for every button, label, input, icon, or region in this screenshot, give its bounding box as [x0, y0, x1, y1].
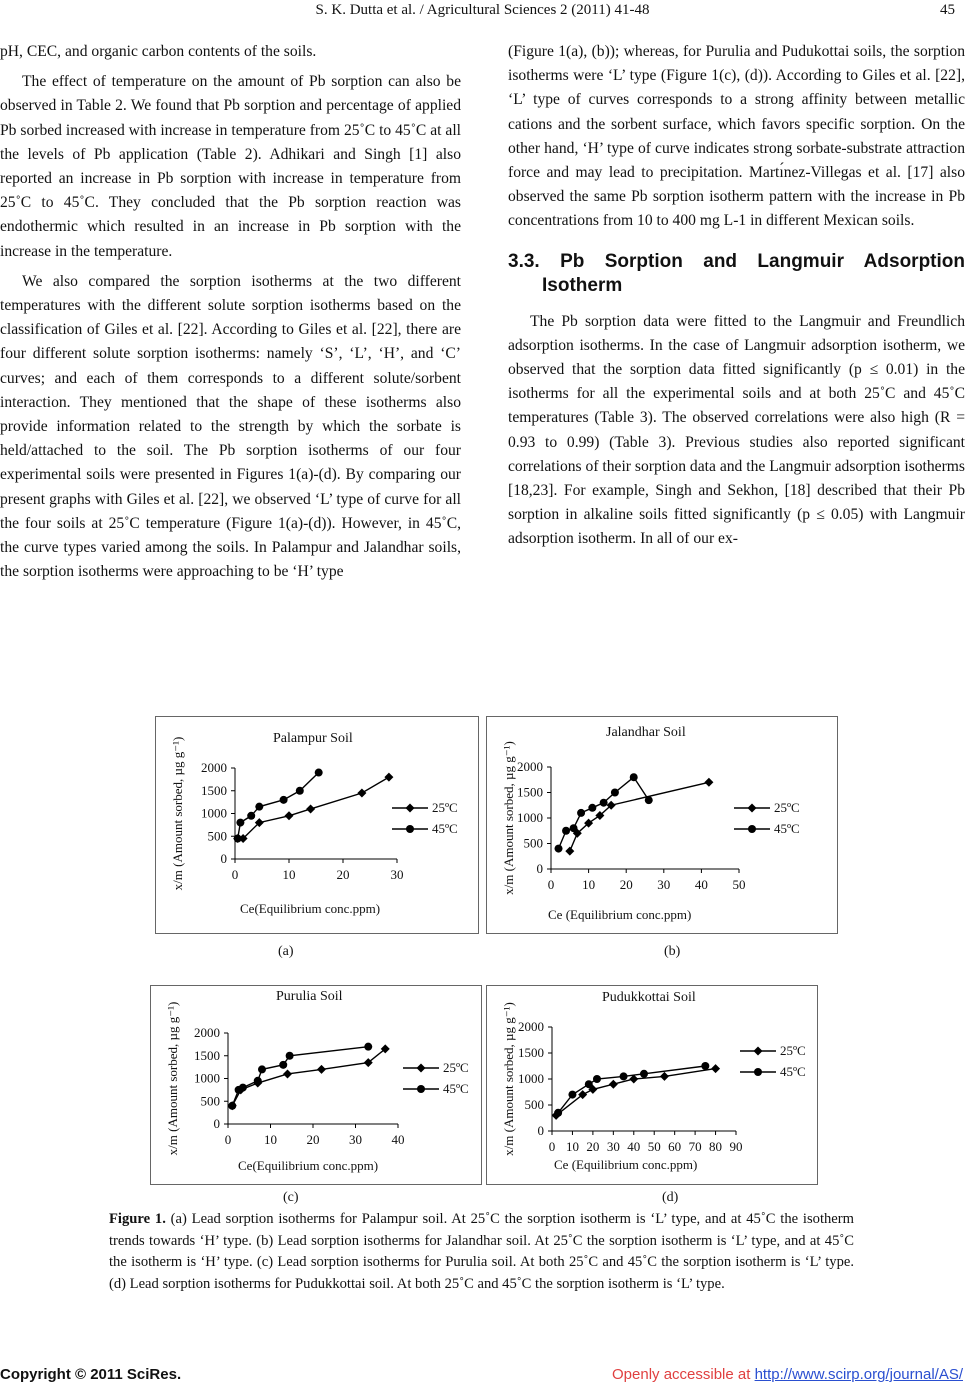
x-tick-label: 50 — [732, 877, 746, 892]
caption-label: Figure 1. — [109, 1211, 166, 1227]
y-tick-label: 500 — [523, 835, 543, 851]
running-title: S. K. Dutta et al. / Agricultural Sciences 2 (2011) 41-48 — [315, 2, 650, 18]
data-point — [554, 1109, 562, 1117]
data-point — [228, 1102, 236, 1110]
y-tick-label: 1000 — [201, 805, 227, 821]
data-point — [315, 769, 323, 777]
x-tick-label: 40 — [627, 1139, 641, 1154]
x-tick-label: 80 — [709, 1139, 723, 1154]
data-point — [611, 789, 619, 797]
data-point — [286, 1052, 294, 1060]
y-tick-label: 1000 — [518, 1071, 544, 1086]
x-tick-label: 70 — [688, 1139, 702, 1154]
x-tick-label: 20 — [336, 867, 350, 882]
y-tick-label: 500 — [524, 1097, 544, 1112]
right-paragraph-2: The Pb sorption data were fitted to the Langmuir and Freundlich adsorption isotherms. In the case of Langmuir adsorption isotherm, we observed that the sorption data fitted significantly (p ≤ 0.01) in the isotherms for all the experimental soils and at both 25˚C and 45˚C temperatures (Table 3). The observed correlations were also high (R = 0.93 to 0.99) (Table 3). Previous studies also reported significant correlations of their sorption data and the Langmuir adsorption isotherms [18,23]. For example, Singh and Sekhon, [18] described that their Pb sorption in alkaline soils fitted significantly (p ≤ 0.05) with Langmuir adsorption isotherm. In all of our ex- — [508, 312, 965, 548]
x-tick-label: 0 — [547, 877, 555, 892]
data-point — [555, 845, 563, 853]
y-tick-label: 1000 — [194, 1070, 220, 1086]
x-tick-label: 10 — [282, 867, 296, 882]
chart-svg — [486, 985, 818, 1185]
x-tick-label: 10 — [582, 877, 596, 892]
y-tick-label: 2000 — [517, 759, 543, 774]
x-tick-label: 30 — [390, 867, 404, 882]
data-point — [600, 799, 608, 807]
chart-palampur — [155, 716, 479, 934]
chart-title: Jalandhar Soil — [606, 725, 686, 740]
panel-label-a: (a) — [278, 944, 294, 959]
x-tick-label: 40 — [391, 1132, 405, 1147]
data-point — [570, 824, 578, 832]
left-paragraph-2: The effect of temperature on the amount of Pb sorption can also be observed in Table 2. We found that Pb sorption and percentage of applied Pb sorbed increased with increase in temperature from 25˚C to 45˚C at all the levels of Pb application (Table 2). Adhikari and Singh [1] also reported an increase in Pb sorption with increase in temperature from 25˚C to 45˚C. They concluded that the Pb sorption reaction was endothermic which resulted in an increase in Pb sorption with the increase in the temperature. — [0, 73, 461, 260]
data-point — [562, 827, 570, 835]
y-tick-label: 0 — [213, 1116, 220, 1131]
legend-label: 45ºC — [774, 821, 800, 836]
x-tick-label: 20 — [619, 877, 633, 892]
chart-pudukkottai — [486, 985, 818, 1185]
data-point — [254, 1077, 262, 1085]
y-tick-label: 0 — [220, 851, 227, 866]
legend-label: 45ºC — [780, 1064, 806, 1079]
y-tick-label: 0 — [537, 1123, 544, 1138]
data-point — [588, 804, 596, 812]
data-point — [620, 1072, 628, 1080]
y-tick-label: 500 — [207, 828, 227, 844]
chart-title: Pudukkottai Soil — [602, 990, 696, 1005]
data-point — [239, 1084, 247, 1092]
open-access-text: Openly accessible at — [612, 1366, 755, 1383]
y-tick-label: 1500 — [201, 782, 227, 798]
chart-title: Palampur Soil — [273, 731, 353, 746]
y-axis-label: x/m (Amount sorbed, µg g⁻¹) — [501, 1002, 516, 1156]
y-tick-label: 0 — [536, 861, 543, 876]
x-axis-label: Ce(Equilibrium conc.ppm) — [240, 901, 381, 916]
y-axis-label: x/m (Amount sorbed, µg g⁻¹) — [170, 736, 185, 891]
x-tick-label: 0 — [548, 1139, 556, 1154]
page-number: 45 — [940, 2, 955, 18]
data-point — [640, 1070, 648, 1078]
right-column — [508, 40, 965, 552]
y-tick-label: 1500 — [518, 1045, 544, 1060]
x-tick-label: 40 — [694, 877, 708, 892]
x-tick-label: 50 — [647, 1139, 661, 1154]
left-paragraph-3: We also compared the sorption isotherms at the two different temperatures with the different solute sorption isotherms based on the classification of Giles et al. [22]. According to Giles et al. [22], there are four different solute sorption isotherms: namely ‘S’, ‘L’, ‘H’, and ‘C’ curves; and each of them corresponds to a different solute/sorbent interaction. They mentioned that the shape of these isotherms also provide information related to the strength by which the sorbate is held/attached to the soil. The Pb sorption isotherms of our four experimental soils were presented in Figures 1(a)-(d). By comparing our present graphs with Giles et al. [22], we observed ‘L’ type of curve for all the four soils at 25˚C temperature (Figure 1(a)-(d)). However, in 45˚C, the curve types varied among the soils. In Palampur and Jalandhar soils, the sorption isotherms were approaching to be ‘H’ type — [0, 272, 461, 581]
y-tick-label: 500 — [200, 1093, 220, 1109]
x-tick-label: 10 — [565, 1139, 579, 1154]
x-tick-label: 0 — [231, 867, 239, 882]
data-point — [364, 1043, 372, 1051]
copyright: Copyright © 2011 SciRes. — [0, 1366, 182, 1383]
legend-marker — [754, 1068, 762, 1076]
legend-label: 25ºC — [432, 800, 458, 815]
x-tick-label: 30 — [657, 877, 671, 892]
legend-label: 25ºC — [774, 800, 800, 815]
data-point — [630, 773, 638, 781]
page-footer — [0, 1364, 965, 1388]
open-access — [612, 1366, 963, 1383]
chart-title: Purulia Soil — [276, 989, 343, 1004]
data-point — [279, 1061, 287, 1069]
chart-svg — [155, 716, 479, 934]
chart-svg — [150, 985, 482, 1185]
legend-label: 25ºC — [443, 1060, 469, 1075]
chart-svg — [486, 716, 838, 934]
chart-purulia — [150, 985, 482, 1185]
y-axis-label: x/m (Amount sorbed, µg g⁻¹) — [165, 1001, 180, 1156]
legend-marker — [417, 1085, 425, 1093]
panel-label-d: (d) — [662, 1190, 679, 1205]
x-tick-label: 30 — [349, 1132, 362, 1147]
figure-caption — [109, 1209, 854, 1295]
x-axis-label: Ce (Equilibrium conc.ppm) — [548, 907, 692, 922]
y-tick-label: 1500 — [517, 784, 543, 800]
panel-label-b: (b) — [664, 944, 681, 959]
journal-link[interactable]: http://www.scirp.org/journal/AS/ — [754, 1366, 963, 1383]
x-tick-label: 0 — [224, 1132, 232, 1147]
x-axis-label: Ce (Equilibrium conc.ppm) — [554, 1157, 698, 1172]
chart-jalandhar — [486, 716, 838, 934]
y-tick-label: 2000 — [518, 1019, 544, 1034]
legend-label: 45ºC — [432, 821, 458, 836]
right-paragraph-1: (Figure 1(a), (b)); whereas, for Purulia and Pudukottai soils, the sorption isotherms were ‘L’ type (Figure 1(c), (d)). According to Giles et al. [22], ‘L’ type of curves corresponds to a strong affinity between metallic cations and the sorbent surface, which favors specific sorption. On the other hand, ‘H’ type of curve indicates strong sorbate-substrate attraction force and may lead to precipitation. Martı́nez-Villegas et al. [17] also observed the same Pb sorption isotherm pattern with the increase in Pb concentrations from 10 to 400 mg L-1 in different Mexican soils. — [508, 43, 965, 230]
data-point — [577, 809, 585, 817]
y-tick-label: 2000 — [194, 1025, 220, 1040]
legend-label: 45ºC — [443, 1081, 469, 1096]
x-axis-label: Ce(Equilibrium conc.ppm) — [238, 1158, 379, 1173]
y-axis-label: x/m (Amount sorbed, µg g⁻¹) — [501, 741, 516, 895]
data-point — [585, 1080, 593, 1088]
data-point — [234, 835, 242, 843]
data-point — [258, 1065, 266, 1073]
legend-marker — [406, 825, 414, 833]
data-point — [255, 803, 263, 811]
panel-label-c: (c) — [283, 1190, 299, 1205]
y-tick-label: 2000 — [201, 760, 227, 775]
data-point — [568, 1091, 576, 1099]
left-paragraph-1: pH, CEC, and organic carbon contents of the soils. — [0, 43, 317, 60]
data-point — [296, 787, 304, 795]
caption-text: (a) Lead sorption isotherms for Palampur soil. At 25˚C the sorption isotherm is ‘L’ type, and at 45˚C the isotherm trends towards ‘H’ type. (b) Lead sorption isotherms for Jalandhar soil. At 25˚C the sorption isotherm is ‘L’ type, and at 45˚C the isotherm is ‘H’ type. (c) Lead sorption isotherms for Purulia soil. At both 25˚C and 45˚C the sorption isotherm is ‘L’ type. (d) Lead sorption isotherms for Pudukkottai soil. At both 25˚C and 45˚C the sorption isotherm is ‘L’ type. — [109, 1211, 854, 1292]
data-point — [247, 812, 255, 820]
y-tick-label: 1000 — [517, 810, 543, 825]
running-header — [0, 0, 965, 26]
x-tick-label: 90 — [729, 1139, 743, 1154]
y-tick-label: 1500 — [194, 1047, 220, 1063]
legend-label: 25ºC — [780, 1043, 806, 1058]
left-column — [0, 40, 461, 584]
x-tick-label: 20 — [586, 1139, 600, 1154]
data-point — [645, 796, 653, 804]
data-point — [701, 1062, 709, 1070]
data-point — [593, 1075, 601, 1083]
x-tick-label: 20 — [306, 1132, 320, 1147]
section-heading: 3.3. Pb Sorption and Langmuir Adsorption Isotherm — [508, 250, 965, 296]
legend-marker — [748, 825, 756, 833]
x-tick-label: 60 — [668, 1139, 682, 1154]
x-tick-label: 10 — [264, 1132, 277, 1147]
data-point — [280, 796, 288, 804]
x-tick-label: 30 — [606, 1139, 620, 1154]
data-point — [236, 819, 244, 827]
